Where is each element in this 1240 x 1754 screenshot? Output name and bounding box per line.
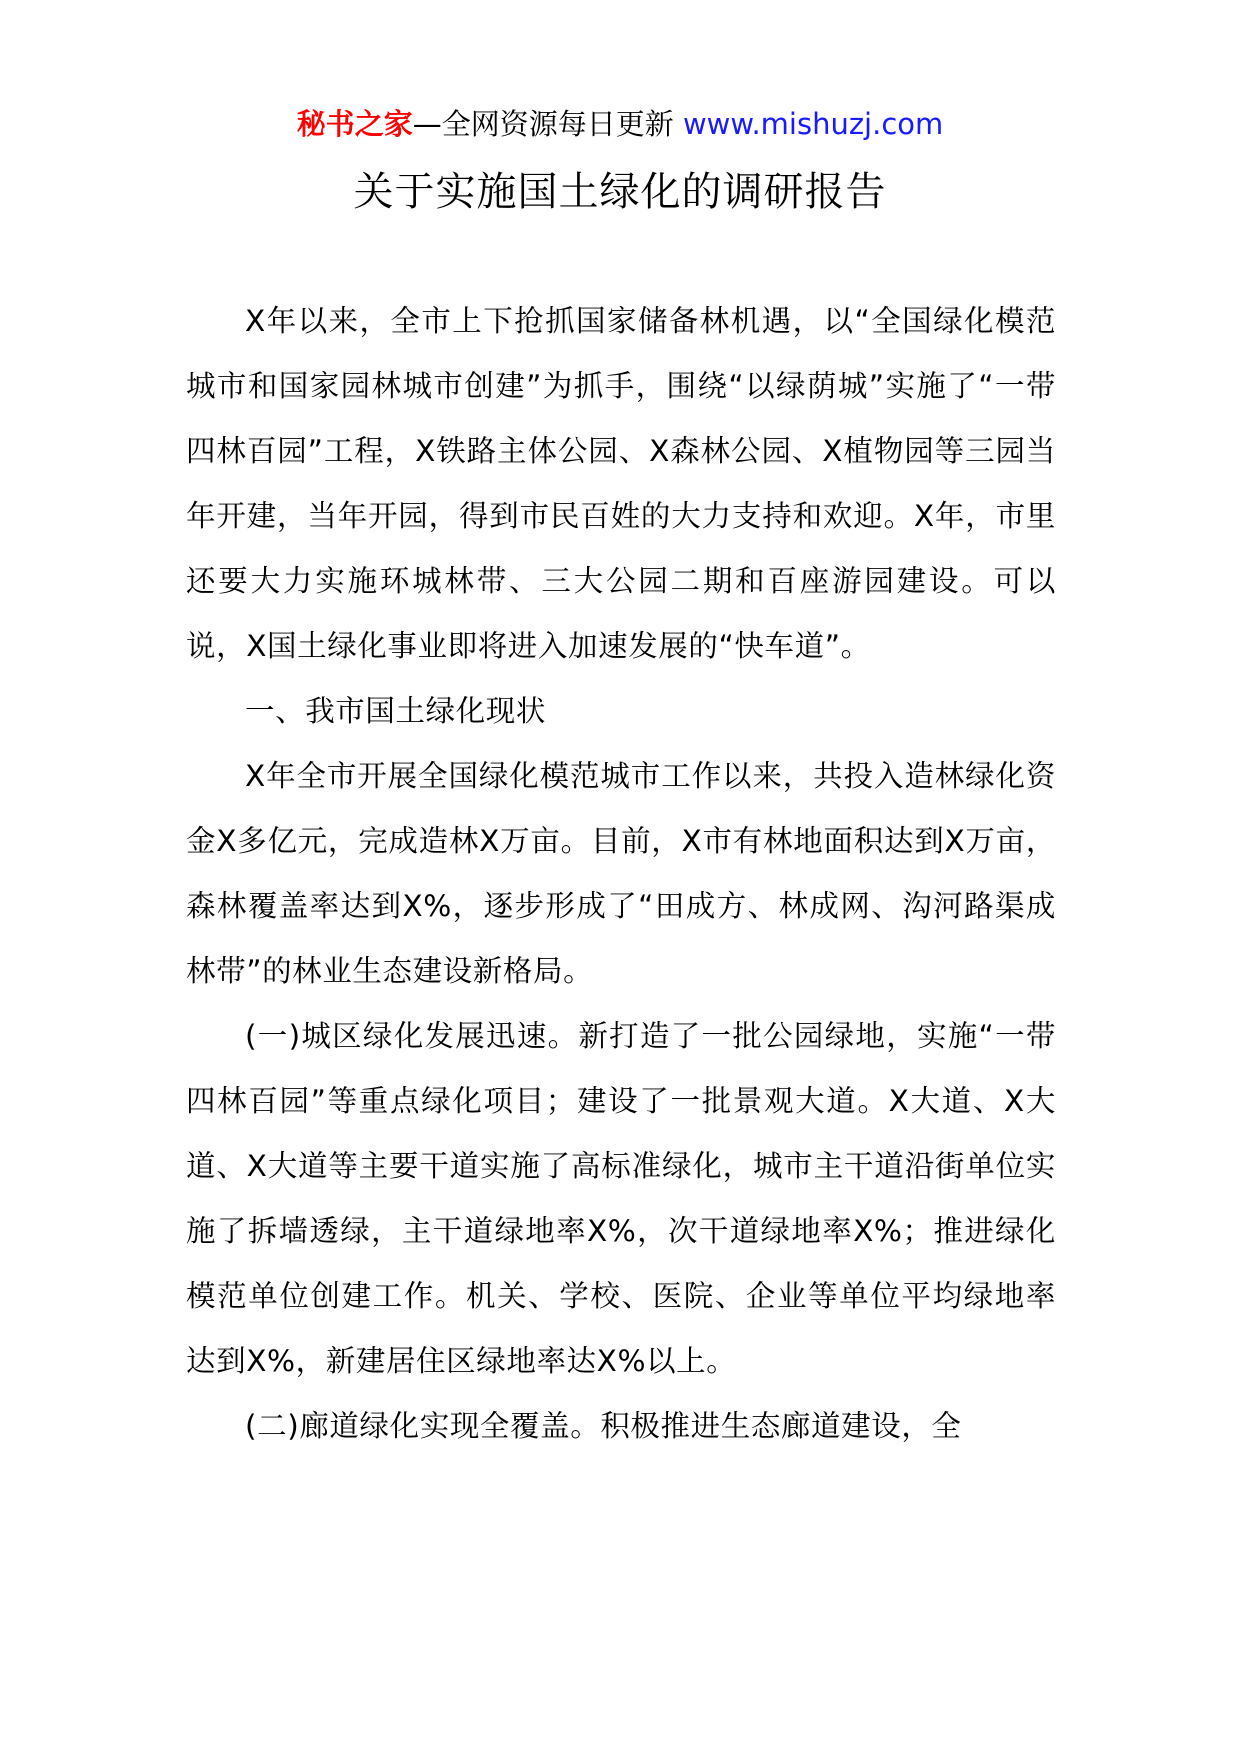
document-body (186, 289, 1056, 1459)
header-tagline: —全网资源每日更新 (412, 107, 674, 141)
brand-name: 秘书之家 (296, 107, 413, 141)
document-title: 关于实施国土绿化的调研报告 (353, 169, 887, 215)
paragraph-status: X年全市开展全国绿化模范城市工作以来，共投入造林绿化资金X多亿元，完成造林X万亩。目前，X市有林地面积达到X万亩，森林覆盖率达到X%，逐步形成了“田成方、林成网、沟河路渠成林带”的林业生态建设新格局。 (186, 759, 1056, 988)
paragraph-corridor-greening: (二)廊道绿化实现全覆盖。积极推进生态廊道建设，全 (245, 1409, 962, 1443)
paragraph-intro: X年以来，全市上下抢抓国家储备林机遇，以“全国绿化模范城市和国家园林城市创建”为抓手，围绕“以绿荫城”实施了“一带四林百园”工程，X铁路主体公园、X森林公园、X植物园等三园当年开建，当年开园，得到市民百姓的大力支持和欢迎。X年，市里还要大力实施环城林带、三大公园二期和百座游园建设。可以说，X国土绿化事业即将进入加速发展的“快车道”。 (186, 304, 1056, 663)
paragraph-urban-greening: (一)城区绿化发展迅速。新打造了一批公园绿地，实施“一带四林百园”等重点绿化项目；建设了一批景观大道。X大道、X大道、X大道等主要干道实施了高标准绿化，城市主干道沿街单位实施了拆墙透绿，主干道绿地率X%，次干道绿地率X%；推进绿化模范单位创建工作。机关、学校、医院、企业等单位平均绿地率达到X%，新建居住区绿地率达X%以上。 (186, 1019, 1056, 1378)
section-heading-1: 一、我市国土绿化现状 (245, 694, 547, 728)
site-url-link[interactable]: www.mishuzj.com (682, 107, 944, 141)
site-header (0, 104, 1240, 144)
